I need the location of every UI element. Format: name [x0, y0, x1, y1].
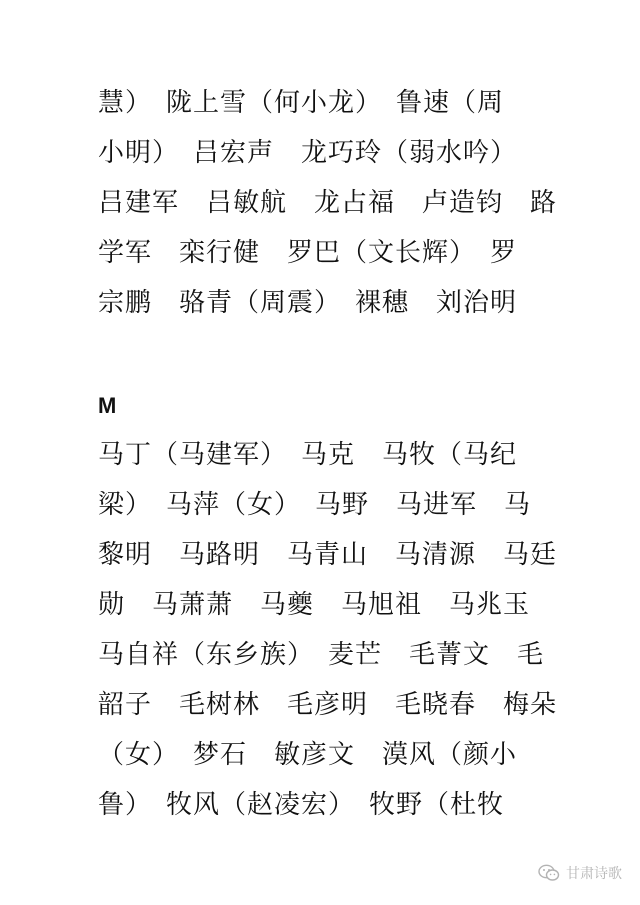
text-line: （女） 梦石 敏彦文 漠风（颜小 [98, 740, 518, 770]
text-line: 宗鹏 骆青（周震） 裸穗 刘治明 [98, 288, 518, 318]
text-line: 勋 马萧萧 马夔 马旭祖 马兆玉 [98, 590, 531, 620]
text-line: 吕建军 吕敏航 龙占福 卢造钧 路 [98, 188, 558, 218]
text-line: 黎明 马路明 马青山 马清源 马廷 [98, 540, 558, 570]
section-heading: M [98, 393, 117, 418]
text-line: 韶子 毛树林 毛彦明 毛晓春 梅朵 [98, 690, 558, 720]
text-line: 学军 栾行健 罗巴（文长辉） 罗 [98, 238, 518, 268]
text-line: 小明） 吕宏声 龙巧玲（弱水吟） [98, 138, 518, 168]
watermark [538, 863, 622, 883]
text-line: 马自祥（东乡族） 麦芒 毛菁文 毛 [98, 640, 545, 670]
text-line: 梁） 马萍（女） 马野 马进军 马 [98, 490, 532, 520]
watermark-text: 甘肃诗歌 [566, 866, 622, 882]
text-line: 鲁） 牧风（赵凌宏） 牧野（杜牧 [98, 790, 505, 820]
text-line: 马丁（马建军） 马克 马牧（马纪 [98, 440, 518, 470]
wechat-icon [538, 864, 560, 882]
text-line: 慧） 陇上雪（何小龙） 鲁速（周 [98, 88, 505, 118]
